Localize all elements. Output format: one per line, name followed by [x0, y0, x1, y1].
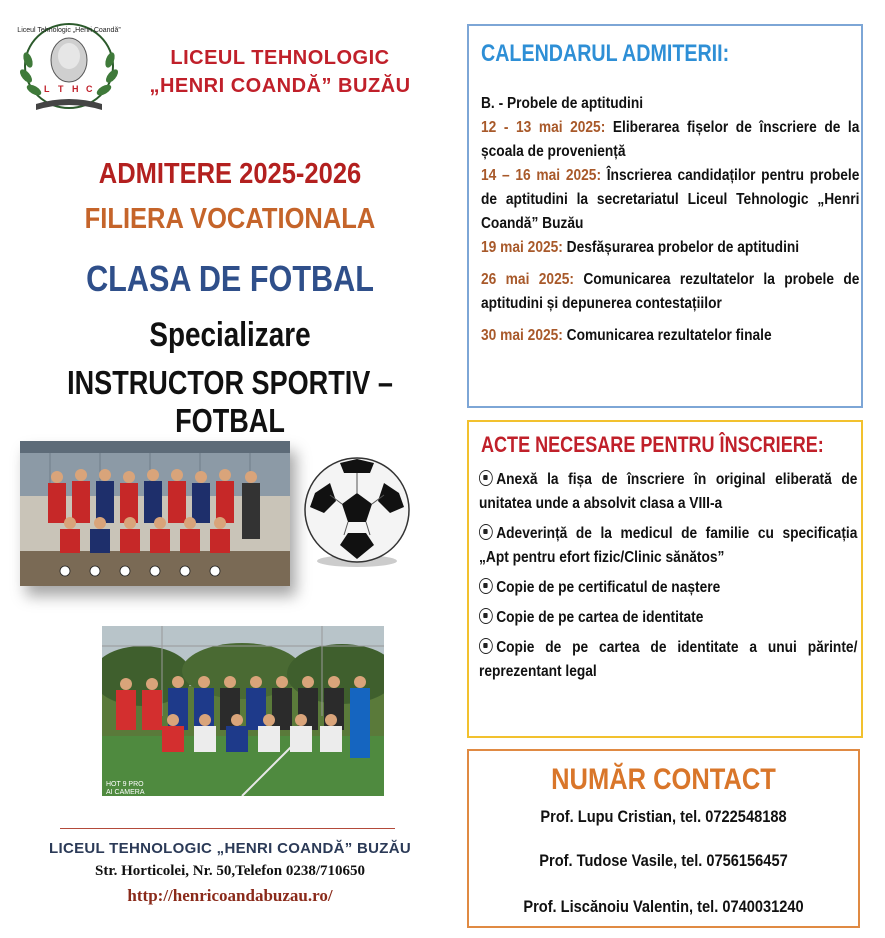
soccer-ball-icon — [300, 455, 414, 569]
logo-letter-t: T — [58, 84, 64, 94]
contact-title: NUMĂR CONTACT — [551, 763, 776, 796]
logo-letter-l: L — [44, 84, 50, 94]
document-text: Copie de pe cartea de identitate a unui părinte/ reprezentant legal — [479, 639, 858, 680]
contact-box — [467, 749, 860, 928]
calendar-date: 14 – 16 mai 2025: — [481, 167, 602, 184]
soccer-ball-bullet-icon — [479, 608, 493, 624]
calendar-text: Desfășurarea probelor de aptitudini — [562, 239, 800, 256]
footer-website-link[interactable]: http://henricoandabuzau.ro/ — [127, 886, 333, 905]
logo-ring-text: Liceul Tehnologic „Henri Coandă” — [17, 27, 121, 34]
document-item — [479, 606, 857, 630]
footer-school-name: LICEUL TEHNOLOGIC „HENRI COANDĂ” BUZĂU — [49, 840, 411, 857]
calendar-date: 12 - 13 mai 2025: — [481, 119, 606, 136]
document-text: Anexă la fișa de înscriere în original eliberată de unitatea unde a absolvit clasa a VIII-a — [479, 471, 858, 512]
document-item — [479, 522, 857, 570]
documents-list — [479, 468, 857, 690]
team-photo-outdoor — [102, 626, 384, 796]
calendar-date: 30 mai 2025: — [481, 327, 563, 344]
soccer-ball-bullet-icon — [479, 524, 493, 540]
calendar-item — [481, 324, 859, 348]
school-logo — [14, 20, 124, 118]
class-name: CLASA DE FOTBAL — [86, 258, 374, 299]
document-item — [479, 576, 857, 600]
document-text: Copie de pe cartea de identitate — [496, 609, 704, 626]
specialization-label: Specializare — [149, 316, 311, 354]
specialization-name: INSTRUCTOR SPORTIV – FOTBAL — [67, 364, 393, 439]
document-item — [479, 636, 857, 684]
photo-watermark-line1: HOT 9 PRO — [106, 781, 144, 788]
contact-person-2: Prof. Tudose Vasile, tel. 0756156457 — [539, 851, 788, 870]
photo-watermark-line2: AI CAMERA — [106, 789, 145, 796]
calendar-section: B. - Probele de aptitudini — [481, 95, 644, 112]
calendar-item — [481, 116, 859, 164]
calendar-text: Eliberarea fișelor de înscriere de la școala de proveniență — [481, 119, 860, 160]
team-photo-indoor — [20, 441, 290, 586]
admission-year: ADMITERE 2025-2026 — [98, 158, 362, 190]
documents-title: ACTE NECESARE PENTRU ÎNSCRIERE: — [481, 432, 824, 457]
calendar-text: Înscrierea candidaților pentru probele de aptitudini la secretariatul Liceul Tehnologic „Henri Coandă” Buzău — [481, 167, 860, 232]
school-title — [130, 44, 430, 100]
soccer-ball-bullet-icon — [479, 578, 493, 594]
document-text: Copie de pe certificatul de naștere — [496, 579, 721, 596]
school-title-line1: LICEUL TEHNOLOGIC — [170, 47, 390, 69]
document-item — [479, 468, 857, 516]
school-title-line2: „HENRI COANDĂ” BUZĂU — [149, 75, 411, 97]
calendar-item — [481, 268, 859, 316]
calendar-title: CALENDARUL ADMITERII: — [481, 40, 730, 67]
track-name: FILIERA VOCATIONALA — [84, 203, 376, 235]
soccer-ball-bullet-icon — [479, 470, 493, 486]
soccer-ball-bullet-icon — [479, 638, 493, 654]
calendar-text: Comunicarea rezultatelor finale — [562, 327, 772, 344]
calendar-item — [481, 236, 859, 260]
calendar-date: 19 mai 2025: — [481, 239, 563, 256]
admission-calendar-box — [467, 24, 863, 408]
footer-divider — [60, 828, 395, 829]
calendar-text: Comunicarea rezultatelor la probele de aptitudini și depunerea contestațiilor — [481, 271, 860, 312]
calendar-item — [481, 164, 859, 236]
calendar-date: 26 mai 2025: — [481, 271, 574, 288]
required-documents-box — [467, 420, 863, 738]
logo-letter-c: C — [86, 84, 93, 94]
calendar-content — [481, 92, 859, 348]
logo-letter-h: H — [72, 84, 79, 94]
document-text: Adeverință de la medicul de familie cu specificația „Apt pentru efort fizic/Clinic sănătos” — [479, 525, 858, 566]
footer-address: Str. Horticolei, Nr. 50,Telefon 0238/710650 — [95, 863, 365, 879]
contact-person-1: Prof. Lupu Cristian, tel. 0722548188 — [540, 807, 787, 826]
contact-person-3: Prof. Liscănoiu Valentin, tel. 0740031240 — [523, 897, 804, 916]
